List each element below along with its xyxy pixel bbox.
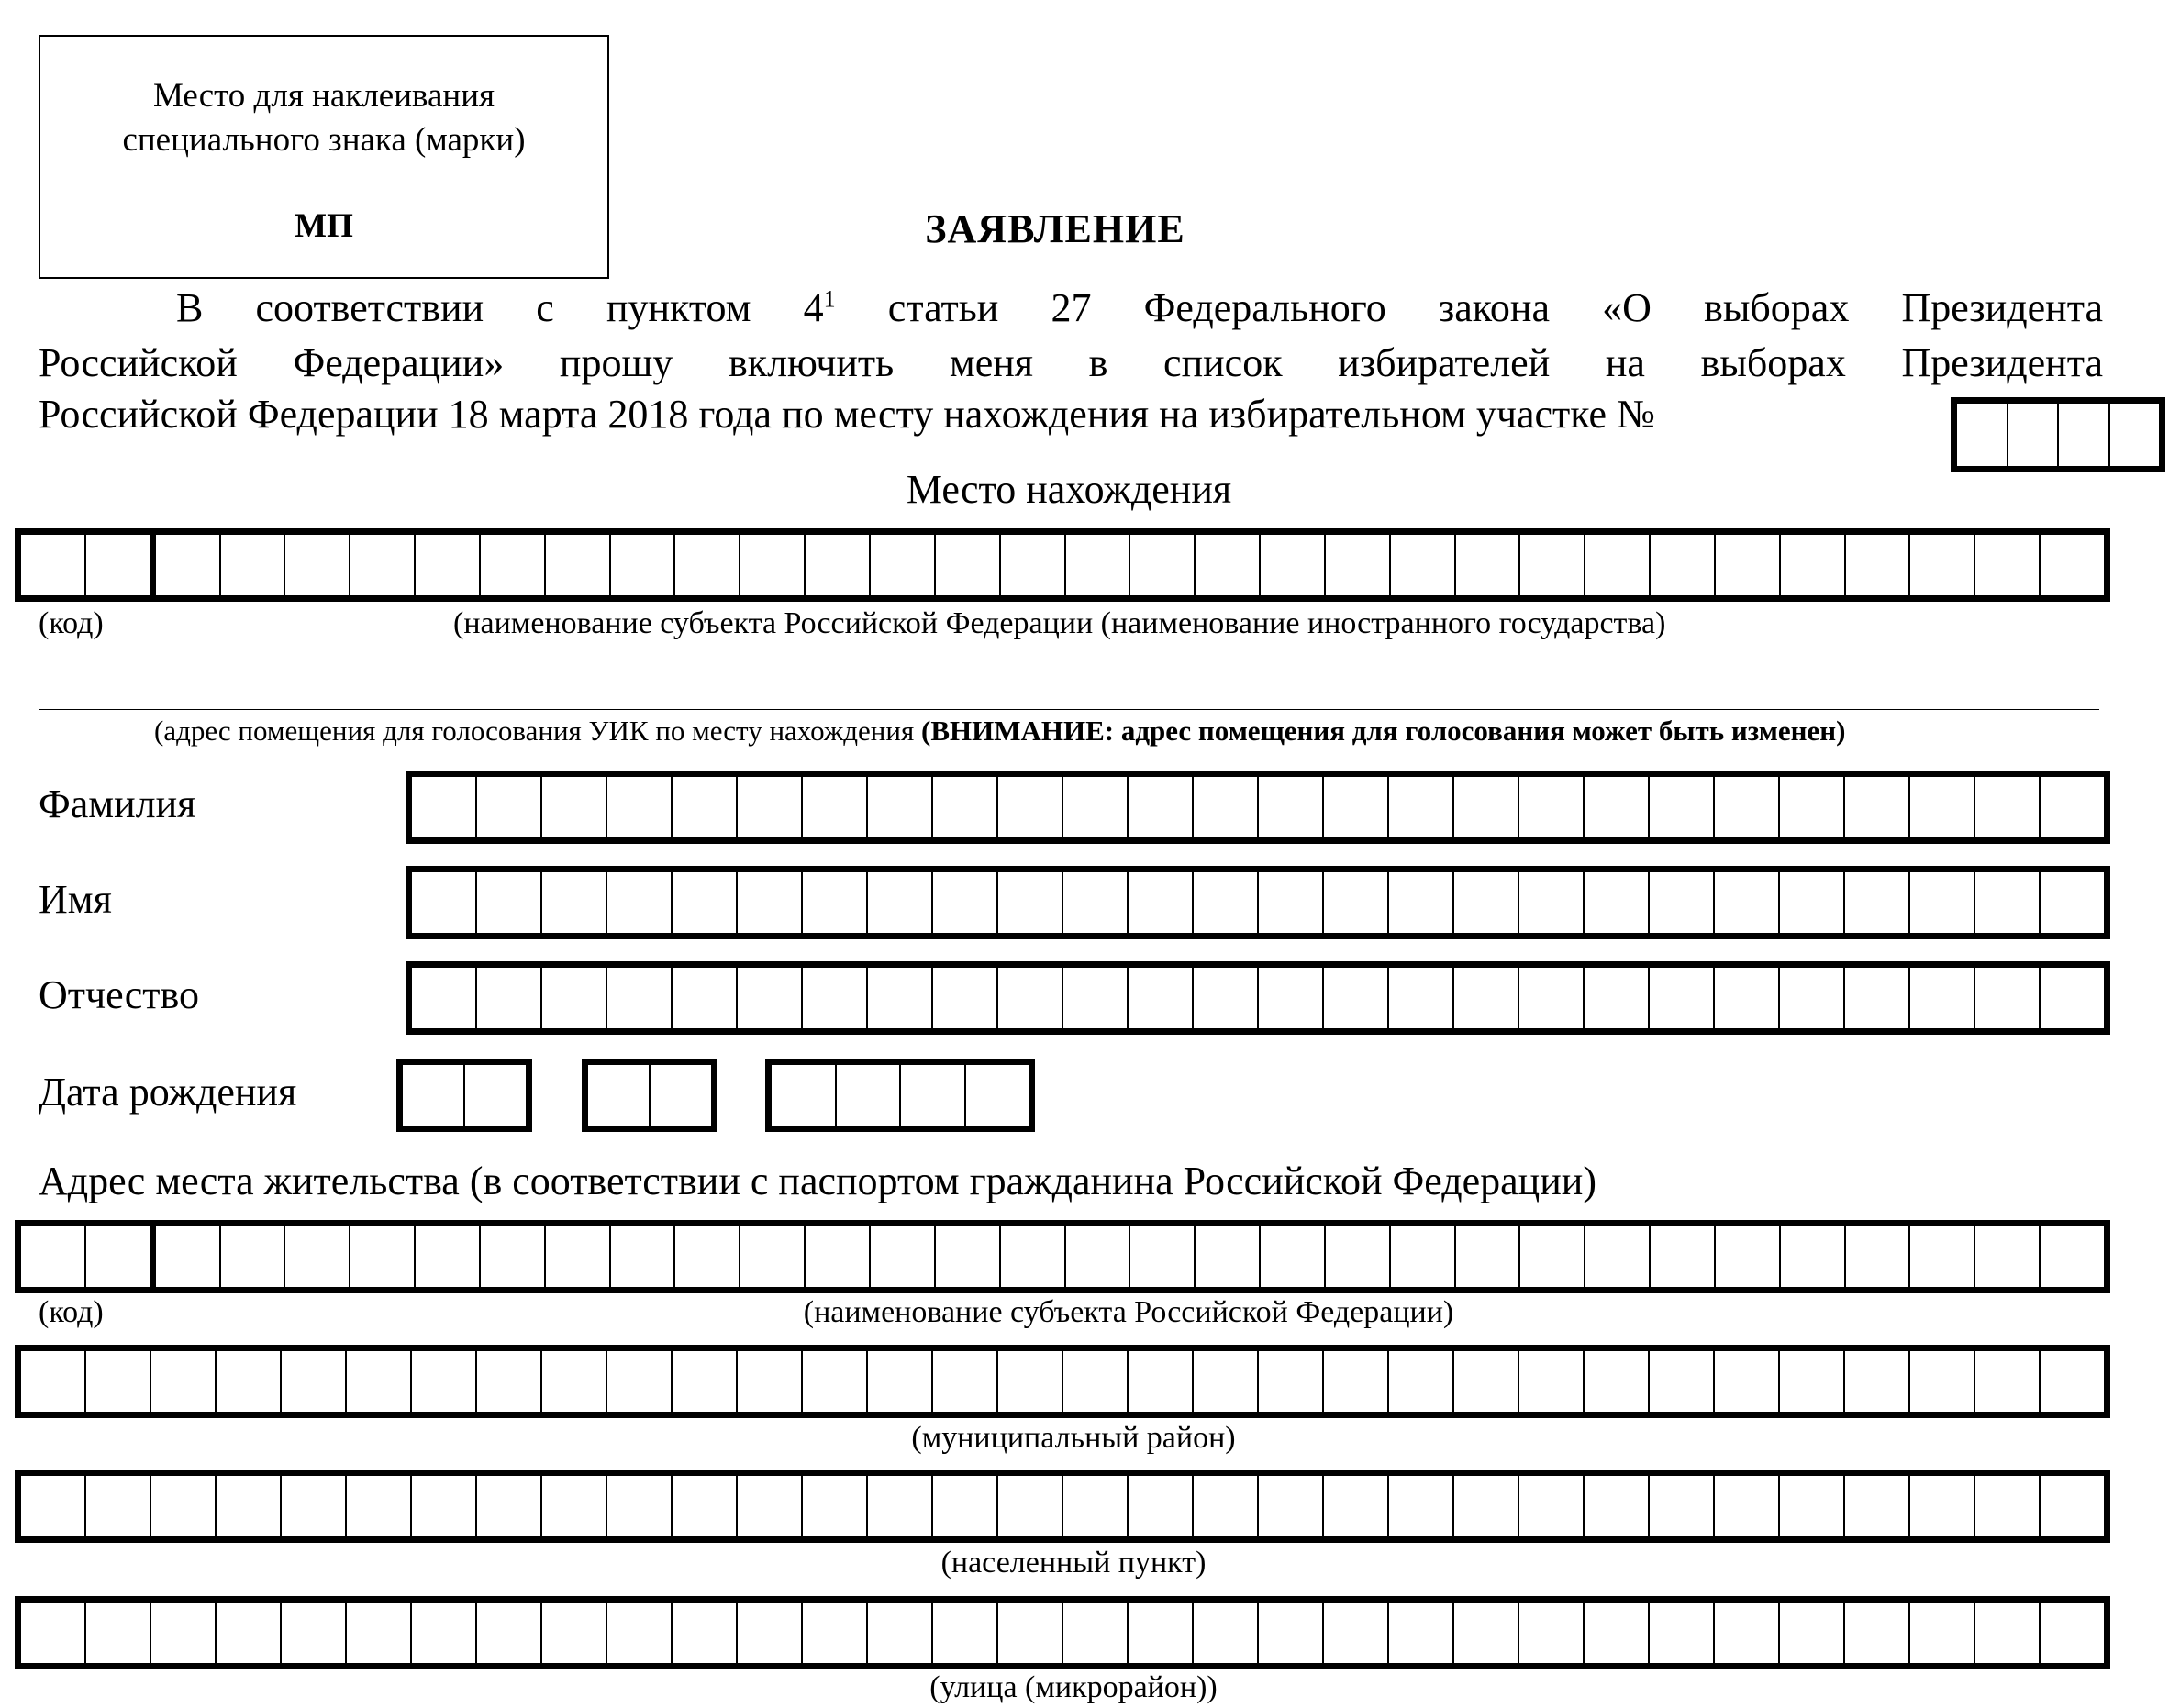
char-cell[interactable] [479,1226,544,1287]
char-cell[interactable] [1583,1351,1648,1412]
char-cell[interactable] [475,872,540,933]
char-cell[interactable] [1322,1476,1387,1536]
char-cell[interactable] [349,1226,414,1287]
char-cell[interactable] [345,1603,410,1663]
char-cell[interactable] [996,1351,1062,1412]
digit-cell[interactable] [588,1065,649,1126]
address-caption [154,713,1845,749]
char-cell[interactable] [804,1226,869,1287]
char-cell[interactable] [1387,1603,1452,1663]
char-cell[interactable] [736,968,801,1028]
char-cell[interactable] [1648,777,1713,837]
char-cell[interactable] [1974,535,2039,595]
char-cell[interactable] [1322,872,1387,933]
char-cell[interactable] [215,1603,280,1663]
char-cell[interactable] [736,777,801,837]
char-cell[interactable] [150,535,219,595]
char-cell[interactable] [736,872,801,933]
char-cell[interactable] [739,1226,804,1287]
char-cell[interactable] [1062,968,1127,1028]
char-cell[interactable] [869,535,934,595]
char-cell[interactable] [215,1351,280,1412]
char-cell[interactable] [1192,1476,1257,1536]
document-title: ЗАЯВЛЕНИЕ [925,206,1185,251]
char-cell[interactable] [606,1476,671,1536]
char-cell[interactable] [1452,968,1518,1028]
char-cell[interactable] [606,968,671,1028]
char-cell[interactable] [475,777,540,837]
char-cell[interactable] [280,1603,345,1663]
char-cell[interactable] [1583,1603,1648,1663]
digit-cell[interactable] [2057,404,2108,466]
char-cell[interactable] [219,535,284,595]
char-cell[interactable] [1452,1603,1518,1663]
char-cell[interactable] [1257,872,1322,933]
intro-superscript: 1 [823,285,836,313]
char-cell[interactable] [412,777,475,837]
char-cell[interactable] [1974,872,2039,933]
char-cell[interactable] [934,535,999,595]
char-cell[interactable] [1192,777,1257,837]
char-cell[interactable] [1974,1476,2039,1536]
char-cell[interactable] [150,1226,219,1287]
digit-cell[interactable] [649,1065,711,1126]
char-cell[interactable] [1974,1603,2039,1663]
char-cell[interactable] [1129,1226,1194,1287]
name-label: Имя [39,877,112,922]
digit-cell[interactable] [835,1065,900,1126]
char-cell[interactable] [1584,1226,1649,1287]
char-cell[interactable] [866,968,931,1028]
char-cell[interactable] [609,1226,674,1287]
patronymic-label: Отчество [39,972,199,1017]
char-cell[interactable] [736,1476,801,1536]
char-cell[interactable] [1714,535,1779,595]
char-cell[interactable] [1843,1351,1908,1412]
char-cell[interactable] [1387,872,1452,933]
char-cell[interactable] [21,1603,84,1663]
char-cell[interactable] [544,535,609,595]
char-cell[interactable] [1713,1351,1778,1412]
char-cell[interactable] [931,1476,996,1536]
birth-day-field[interactable] [396,1059,532,1132]
char-cell[interactable] [410,1603,475,1663]
intro-line-1 [39,283,2103,334]
digit-cell[interactable] [964,1065,1029,1126]
residence-heading: Адрес места жительства (в соответствии с паспортом гражданина Российской Федерации) [39,1159,1596,1203]
char-cell[interactable] [1648,968,1713,1028]
char-cell[interactable] [540,1351,606,1412]
intro-line-1b: статьи 27 Федерального закона «О выборах Президента [835,285,2103,330]
digit-cell[interactable] [2007,404,2058,466]
char-cell[interactable] [1452,1476,1518,1536]
char-cell[interactable] [540,968,606,1028]
polling-station-number-field[interactable] [1951,397,2165,472]
char-cell[interactable] [801,968,866,1028]
digit-cell[interactable] [2108,404,2160,466]
char-cell[interactable] [606,1351,671,1412]
char-cell[interactable] [1648,1351,1713,1412]
char-cell[interactable] [1389,1226,1454,1287]
char-cell[interactable] [671,777,736,837]
char-cell[interactable] [1257,1351,1322,1412]
char-cell[interactable] [1387,777,1452,837]
char-cell[interactable] [1908,968,1974,1028]
char-cell[interactable] [1194,535,1259,595]
name-field[interactable] [406,866,2110,939]
char-cell[interactable] [999,535,1064,595]
char-cell[interactable] [1064,535,1129,595]
char-cell[interactable] [1843,1476,1908,1536]
stamp-text-line-2: специального знака (марки) [122,121,526,159]
char-cell[interactable] [739,535,804,595]
char-cell[interactable] [215,1476,280,1536]
char-cell[interactable] [84,1476,150,1536]
digit-cell[interactable] [463,1065,526,1126]
char-cell[interactable] [801,777,866,837]
char-cell[interactable] [1194,1226,1259,1287]
char-cell[interactable] [1454,535,1519,595]
char-cell[interactable] [606,872,671,933]
char-cell[interactable] [801,1351,866,1412]
char-cell[interactable] [1062,1351,1127,1412]
location-subject-field[interactable] [15,528,2110,602]
char-cell[interactable] [1192,872,1257,933]
char-cell[interactable] [931,872,996,933]
char-cell[interactable] [1713,777,1778,837]
char-cell[interactable] [996,777,1062,837]
char-cell[interactable] [1843,777,1908,837]
char-cell[interactable] [736,1351,801,1412]
char-cell[interactable] [1648,1476,1713,1536]
char-cell[interactable] [479,535,544,595]
street-caption: (улица (микрорайон)) [929,1670,1218,1704]
char-cell[interactable] [1648,872,1713,933]
char-cell[interactable] [999,1226,1064,1287]
char-cell[interactable] [1908,1603,1974,1663]
char-cell[interactable] [414,535,479,595]
char-cell[interactable] [1257,777,1322,837]
char-cell[interactable] [2039,872,2104,933]
char-cell[interactable] [21,535,84,595]
char-cell[interactable] [1257,1603,1322,1663]
char-cell[interactable] [84,535,150,595]
char-cell[interactable] [1778,1476,1843,1536]
intro-line-3: Российской Федерации 18 марта 2018 года по месту нахождения на избирательном участке № [39,392,1656,437]
address-caption-text: (адрес помещения для голосования УИК по месту нахождения [154,715,921,747]
char-cell[interactable] [84,1351,150,1412]
char-cell[interactable] [544,1226,609,1287]
char-cell[interactable] [1127,968,1192,1028]
char-cell[interactable] [284,1226,349,1287]
char-cell[interactable] [1648,1603,1713,1663]
char-cell[interactable] [934,1226,999,1287]
char-cell[interactable] [996,968,1062,1028]
char-cell[interactable] [412,968,475,1028]
char-cell[interactable] [1518,535,1584,595]
char-cell[interactable] [21,1476,84,1536]
char-cell[interactable] [1259,1226,1324,1287]
char-cell[interactable] [1259,535,1324,595]
char-cell[interactable] [1974,1226,2039,1287]
char-cell[interactable] [1843,1603,1908,1663]
street-field[interactable] [15,1596,2110,1669]
residence-code-caption: (код) [39,1295,104,1329]
char-cell[interactable] [2039,1226,2104,1287]
char-cell[interactable] [1713,1603,1778,1663]
char-cell[interactable] [996,1603,1062,1663]
char-cell[interactable] [866,1476,931,1536]
char-cell[interactable] [673,535,739,595]
char-cell[interactable] [1452,872,1518,933]
char-cell[interactable] [1583,872,1648,933]
char-cell[interactable] [2039,1476,2104,1536]
char-cell[interactable] [1127,777,1192,837]
char-cell[interactable] [1062,777,1127,837]
char-cell[interactable] [1387,1351,1452,1412]
address-warning: (ВНИМАНИЕ: адрес помещения для голосования может быть изменен) [921,715,1846,747]
char-cell[interactable] [931,1351,996,1412]
char-cell[interactable] [671,872,736,933]
char-cell[interactable] [1518,777,1583,837]
char-cell[interactable] [1908,1351,1974,1412]
location-heading: Место нахождения [906,467,1232,512]
char-cell[interactable] [1322,777,1387,837]
char-cell[interactable] [609,535,674,595]
char-cell[interactable] [414,1226,479,1287]
char-cell[interactable] [1454,1226,1519,1287]
digit-cell[interactable] [1957,404,2007,466]
char-cell[interactable] [1192,1351,1257,1412]
birth-year-field[interactable] [765,1059,1035,1132]
char-cell[interactable] [1062,1603,1127,1663]
char-cell[interactable] [1127,1476,1192,1536]
location-subject-caption: (наименование субъекта Российской Федерации (наименование иностранного государства) [453,606,1666,640]
char-cell[interactable] [1387,968,1452,1028]
digit-cell[interactable] [403,1065,463,1126]
char-cell[interactable] [2039,1603,2104,1663]
char-cell[interactable] [1844,535,1909,595]
stamp-text-line-1: Место для наклеивания [152,77,495,115]
char-cell[interactable] [673,1226,739,1287]
char-cell[interactable] [1518,872,1583,933]
char-cell[interactable] [1779,535,1844,595]
char-cell[interactable] [866,1351,931,1412]
char-cell[interactable] [1649,1226,1714,1287]
char-cell[interactable] [280,1351,345,1412]
char-cell[interactable] [284,535,349,595]
char-cell[interactable] [345,1351,410,1412]
birth-date-label: Дата рождения [39,1070,297,1115]
char-cell[interactable] [1583,777,1648,837]
char-cell[interactable] [349,535,414,595]
char-cell[interactable] [866,1603,931,1663]
char-cell[interactable] [1518,968,1583,1028]
char-cell[interactable] [1649,535,1714,595]
char-cell[interactable] [1584,535,1649,595]
char-cell[interactable] [1192,968,1257,1028]
char-cell[interactable] [1908,872,1974,933]
char-cell[interactable] [2039,535,2104,595]
stamp-mp-label: МП [295,207,353,245]
char-cell[interactable] [410,1476,475,1536]
char-cell[interactable] [280,1476,345,1536]
char-cell[interactable] [931,968,996,1028]
char-cell[interactable] [21,1351,84,1412]
char-cell[interactable] [1257,1476,1322,1536]
char-cell[interactable] [1324,535,1389,595]
char-cell[interactable] [801,872,866,933]
char-cell[interactable] [804,535,869,595]
char-cell[interactable] [606,777,671,837]
char-cell[interactable] [869,1226,934,1287]
char-cell[interactable] [1844,1226,1909,1287]
settlement-field[interactable] [15,1470,2110,1543]
char-cell[interactable] [1452,777,1518,837]
char-cell[interactable] [84,1603,150,1663]
district-field[interactable] [15,1345,2110,1418]
surname-label: Фамилия [39,782,196,826]
char-cell[interactable] [1518,1603,1583,1663]
intro-line-2: Российской Федерации» прошу включить меня в список избирателей на выборах Президента [39,340,2103,385]
char-cell[interactable] [1908,777,1974,837]
char-cell[interactable] [2039,968,2104,1028]
char-cell[interactable] [475,968,540,1028]
char-cell[interactable] [1713,1476,1778,1536]
char-cell[interactable] [1778,968,1843,1028]
char-cell[interactable] [1843,968,1908,1028]
residence-subject-caption: (наименование субъекта Российской Федерации) [803,1295,1454,1329]
char-cell[interactable] [931,1603,996,1663]
district-caption: (муниципальный район) [911,1421,1236,1455]
char-cell[interactable] [1452,1351,1518,1412]
char-cell[interactable] [1974,777,2039,837]
char-cell[interactable] [996,872,1062,933]
char-cell[interactable] [671,1351,736,1412]
char-cell[interactable] [1387,1476,1452,1536]
surname-field[interactable] [406,771,2110,844]
settlement-caption: (населенный пункт) [940,1546,1207,1580]
char-cell[interactable] [1778,1351,1843,1412]
char-cell[interactable] [150,1476,215,1536]
char-cell[interactable] [150,1351,215,1412]
char-cell[interactable] [671,968,736,1028]
char-cell[interactable] [996,1476,1062,1536]
char-cell[interactable] [540,777,606,837]
address-line[interactable] [39,709,2099,710]
char-cell[interactable] [1322,1351,1387,1412]
location-code-caption: (код) [39,606,104,640]
char-cell[interactable] [1908,1226,1974,1287]
char-cell[interactable] [1713,968,1778,1028]
char-cell[interactable] [671,1603,736,1663]
char-cell[interactable] [1389,535,1454,595]
char-cell[interactable] [2039,777,2104,837]
char-cell[interactable] [1518,1476,1583,1536]
char-cell[interactable] [2039,1351,2104,1412]
char-cell[interactable] [1714,1226,1779,1287]
char-cell[interactable] [1064,1226,1129,1287]
char-cell[interactable] [219,1226,284,1287]
char-cell[interactable] [1778,872,1843,933]
char-cell[interactable] [1062,872,1127,933]
char-cell[interactable] [475,1351,540,1412]
char-cell[interactable] [1322,1603,1387,1663]
char-cell[interactable] [606,1603,671,1663]
char-cell[interactable] [1974,968,2039,1028]
digit-cell[interactable] [899,1065,964,1126]
char-cell[interactable] [540,872,606,933]
intro-line-1a: В соответствии с пунктом 4 [176,285,824,330]
char-cell[interactable] [931,777,996,837]
char-cell[interactable] [412,872,475,933]
char-cell[interactable] [540,1603,606,1663]
char-cell[interactable] [1518,1351,1583,1412]
char-cell[interactable] [866,777,931,837]
char-cell[interactable] [1192,1603,1257,1663]
char-cell[interactable] [1779,1226,1844,1287]
patronymic-field[interactable] [406,961,2110,1035]
char-cell[interactable] [1778,777,1843,837]
char-cell[interactable] [1129,535,1194,595]
digit-cell[interactable] [772,1065,835,1126]
char-cell[interactable] [1127,1603,1192,1663]
char-cell[interactable] [540,1476,606,1536]
char-cell[interactable] [1908,1476,1974,1536]
char-cell[interactable] [84,1226,150,1287]
birth-month-field[interactable] [582,1059,717,1132]
char-cell[interactable] [1324,1226,1389,1287]
char-cell[interactable] [671,1476,736,1536]
char-cell[interactable] [866,872,931,933]
char-cell[interactable] [736,1603,801,1663]
char-cell[interactable] [1322,968,1387,1028]
char-cell[interactable] [801,1603,866,1663]
residence-subject-field[interactable] [15,1220,2110,1293]
char-cell[interactable] [1583,968,1648,1028]
char-cell[interactable] [150,1603,215,1663]
char-cell[interactable] [1257,968,1322,1028]
char-cell[interactable] [1843,872,1908,933]
char-cell[interactable] [345,1476,410,1536]
char-cell[interactable] [410,1351,475,1412]
char-cell[interactable] [1974,1351,2039,1412]
char-cell[interactable] [1127,872,1192,933]
char-cell[interactable] [1713,872,1778,933]
char-cell[interactable] [1062,1476,1127,1536]
char-cell[interactable] [801,1476,866,1536]
char-cell[interactable] [475,1603,540,1663]
char-cell[interactable] [1583,1476,1648,1536]
char-cell[interactable] [1518,1226,1584,1287]
char-cell[interactable] [21,1226,84,1287]
char-cell[interactable] [1778,1603,1843,1663]
char-cell[interactable] [1127,1351,1192,1412]
char-cell[interactable] [1908,535,1974,595]
char-cell[interactable] [475,1476,540,1536]
